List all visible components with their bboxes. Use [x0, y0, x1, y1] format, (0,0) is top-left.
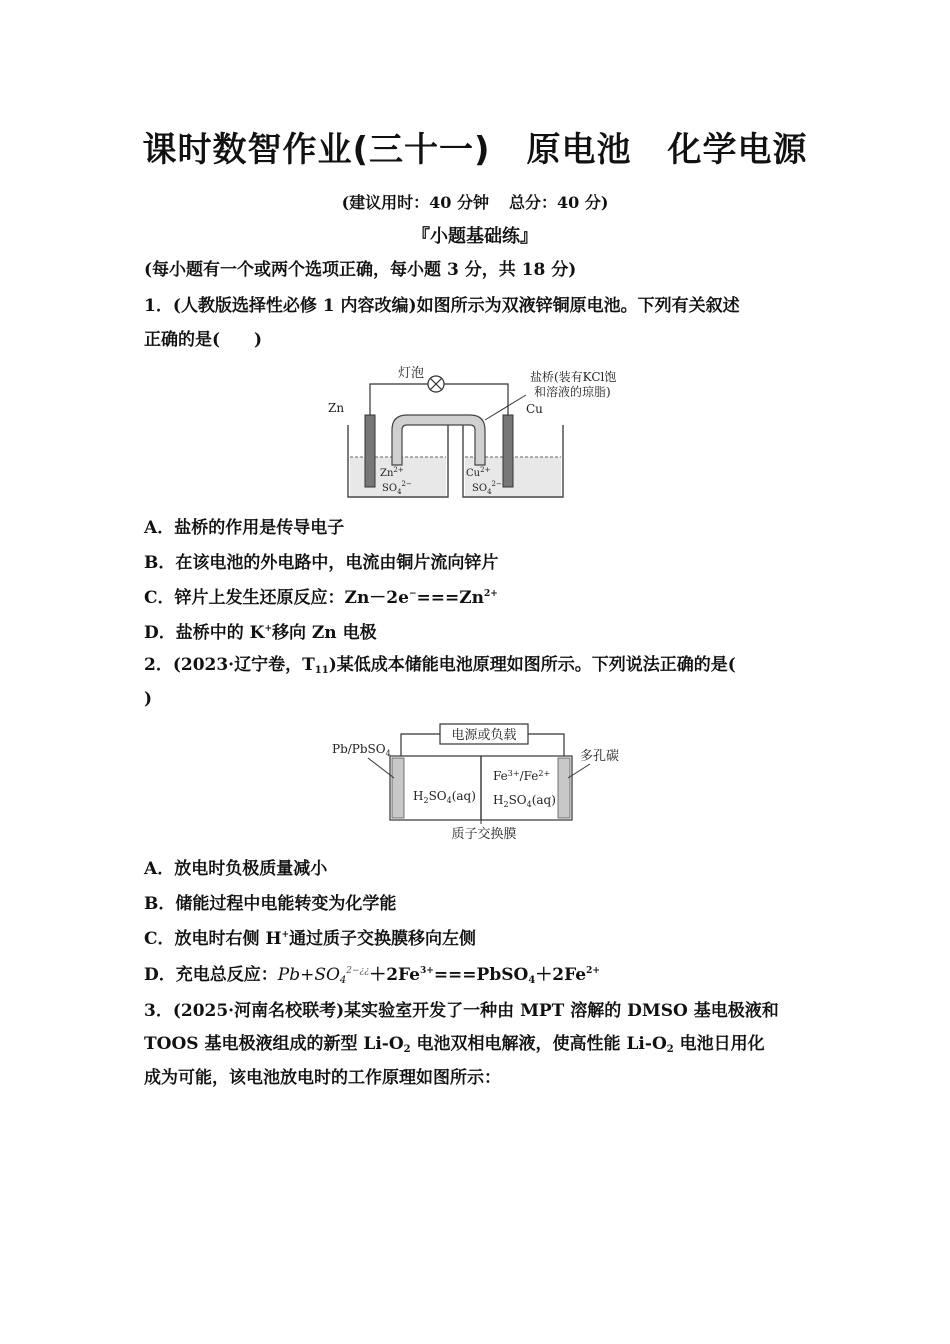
page-title — [0, 122, 950, 171]
svg-text:Cu: Cu — [526, 402, 543, 416]
title-main: 课时数智作业(三十一) — [142, 130, 491, 170]
q3-stem-line3: 成为可能，该电池放电时的工作原理如图所示： — [144, 1068, 501, 1088]
q1-option-c[interactable]: C．锌片上发生还原反应：$Zn-2e^-===Zn^{2+}$ — [144, 588, 498, 608]
svg-text:灯泡: 灯泡 — [398, 366, 425, 381]
q3-stem-line2: TOOS 基电极液组成的新型 $Li-O_2$ 电池双相电解液，使高性能 $Li-O_2$ 电池日用化 — [144, 1034, 765, 1055]
svg-text:电源或负载: 电源或负载 — [451, 728, 517, 743]
q1-galvanic-cell-diagram — [320, 365, 630, 505]
section-heading: 『小题基础练』 — [412, 226, 538, 247]
q1-stem-line2: 正确的是( ) — [144, 330, 263, 350]
svg-text:Zn: Zn — [328, 401, 345, 415]
svg-text:Zn2+: $Zn^{2+}$ — [380, 466, 404, 479]
title-topic-1: 原电池 — [526, 130, 632, 170]
svg-text:SO42−: $SO_4^{2-}$ — [382, 480, 412, 496]
q2-option-d[interactable]: D．充电总反应：$Pb+SO_4^{2-¿¿}+2Fe^{3+}===PbSO_4+2Fe^{2+}$ — [144, 965, 600, 986]
svg-text:H2SO4(aq): $H_2SO_4(aq)$ — [493, 793, 556, 809]
zn-electrode — [365, 415, 375, 487]
svg-text:Cu2+: $Cu^{2+}$ — [466, 466, 491, 479]
q1-option-b[interactable]: B．在该电池的外电路中，电流由铜片流向锌片 — [144, 553, 499, 573]
q2-option-a[interactable]: A．放电时负极质量减小 — [144, 859, 328, 879]
q2-stem-line1: 2．(2023·辽宁卷，$T_{11}$)某低成本储能电池原理如图所示。下列说法正确的是( — [144, 655, 736, 676]
svg-text:H2SO4(aq): $H_2SO_4(aq)$ — [413, 789, 476, 805]
title-topic-2: 化学电源 — [667, 130, 808, 170]
svg-text:质子交换膜: 质子交换膜 — [451, 827, 517, 842]
pb-electrode — [392, 758, 404, 818]
svg-text:Pb/PbSO4: Pb/PbSO$_4$ — [332, 742, 391, 758]
cu-electrode — [503, 415, 513, 487]
q2-stem-line2: ) — [144, 689, 153, 709]
q1-option-d[interactable]: D．盐桥中的 K+移向 Zn 电极 — [144, 623, 377, 643]
q1-stem-line1: 1．(人教版选择性必修 1 内容改编)如图所示为双液锌铜原电池。下列有关叙述 — [144, 296, 740, 316]
svg-text:Fe3+/Fe2+: $Fe^{3+}/Fe^{2+}$ — [493, 769, 551, 783]
svg-text:SO42−: $SO_4^{2-}$ — [472, 480, 502, 496]
time-score-note: (建议用时：40 分钟 总分：40 分) — [341, 193, 609, 212]
q2-option-b[interactable]: B．储能过程中电能转变为化学能 — [144, 894, 397, 914]
svg-text:多孔碳: 多孔碳 — [580, 749, 620, 764]
q1-option-a[interactable]: A．盐桥的作用是传导电子 — [144, 518, 345, 538]
svg-text:盐桥(装有KCl饱: 盐桥(装有KCl饱 — [530, 370, 617, 384]
q2-storage-cell-diagram — [328, 720, 628, 845]
svg-text:和溶液的琼脂): 和溶液的琼脂) — [534, 385, 611, 399]
porous-carbon-electrode — [558, 758, 570, 818]
q3-stem-line1: 3．(2025·河南名校联考)某实验室开发了一种由 MPT 溶解的 DMSO 基电极液和 — [144, 1001, 779, 1021]
instructions: (每小题有一个或两个选项正确，每小题 3 分，共 18 分) — [144, 260, 577, 280]
q2-option-c[interactable]: C．放电时右侧 H+通过质子交换膜移向左侧 — [144, 929, 477, 949]
